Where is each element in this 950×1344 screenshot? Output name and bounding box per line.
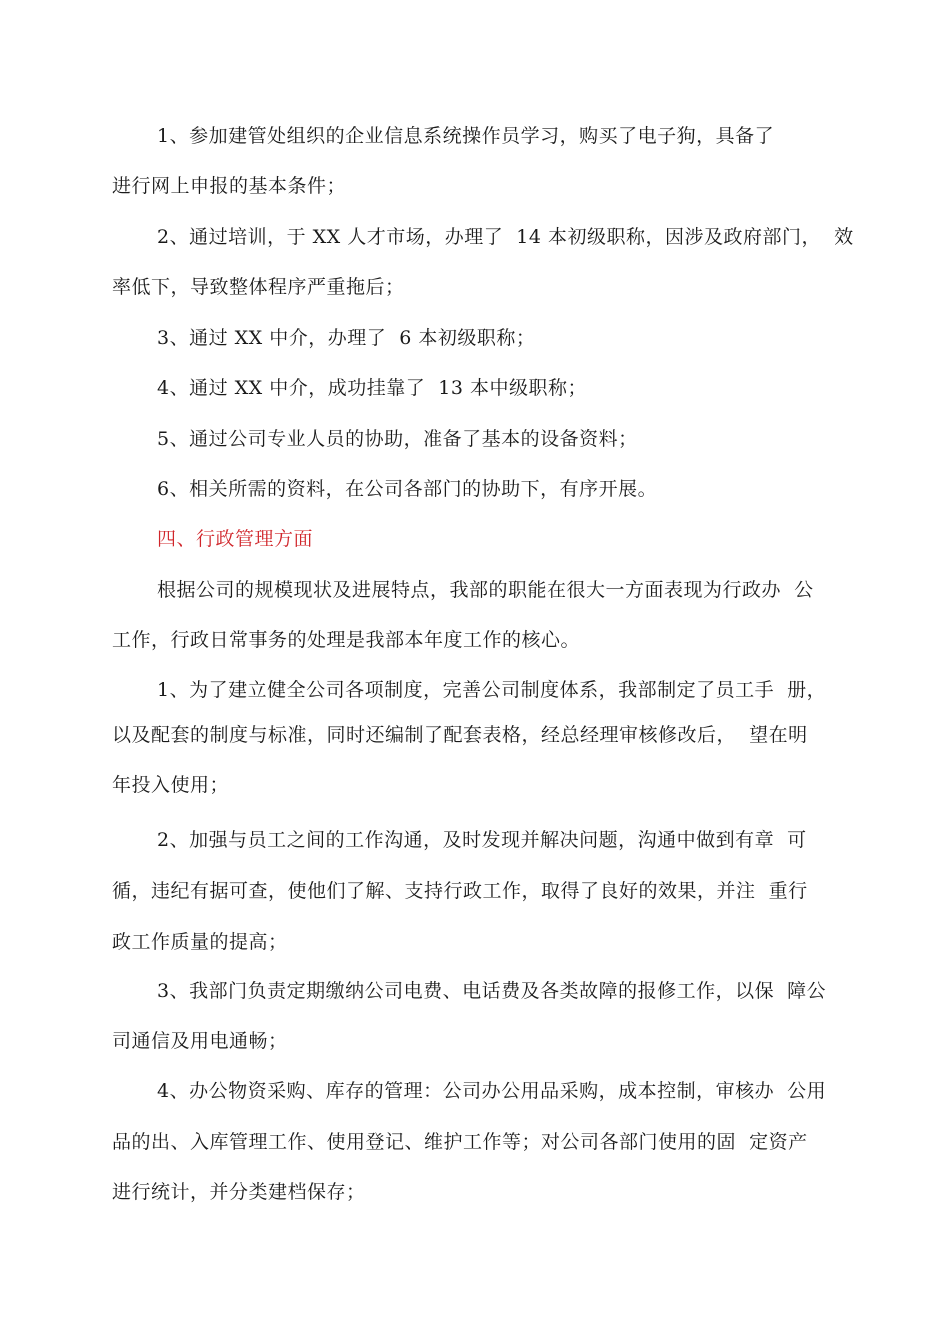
paragraph-line: 进行统计，并分类建档保存；: [112, 1181, 366, 1203]
paragraph-line: 1、参加建管处组织的企业信息系统操作员学习，购买了电子狗，具备了: [157, 125, 775, 147]
paragraph-line: 3、通过 XX 中介，办理了 6 本初级职称；: [157, 327, 536, 349]
paragraph-line: 品的出、入库管理工作、使用登记、维护工作等；对公司各部门使用的固 定资产: [112, 1131, 808, 1153]
paragraph-line: 4、办公物资采购、库存的管理：公司办公用品采购，成本控制，审核办 公用: [157, 1080, 827, 1102]
paragraph-line: 年投入使用；: [112, 774, 230, 796]
paragraph-line: 循，违纪有据可查，使他们了解、支持行政工作，取得了良好的效果，并注 重行: [112, 880, 808, 902]
paragraph-line: 工作，行政日常事务的处理是我部本年度工作的核心。: [112, 629, 581, 651]
paragraph-line: 1、为了建立健全公司各项制度，完善公司制度体系，我部制定了员工手 册，: [157, 679, 827, 701]
paragraph-line: 4、通过 XX 中介，成功挂靠了 13 本中级职称；: [157, 377, 588, 399]
paragraph-line: 2、加强与员工之间的工作沟通，及时发现并解决问题，沟通中做到有章 可: [157, 829, 807, 851]
paragraph-line: 根据公司的规模现状及进展特点，我部的职能在很大一方面表现为行政办 公: [157, 579, 814, 601]
paragraph-line: 率低下，导致整体程序严重拖后；: [112, 276, 405, 298]
paragraph-line: 司通信及用电通畅；: [112, 1030, 288, 1052]
paragraph-line: 以及配套的制度与标准，同时还编制了配套表格，经总经理审核修改后， 望在明: [112, 724, 808, 746]
paragraph-line: 6、相关所需的资料，在公司各部门的协助下，有序开展。: [157, 478, 658, 500]
section-heading: 四、行政管理方面: [157, 528, 314, 550]
paragraph-line: 进行网上申报的基本条件；: [112, 175, 347, 197]
paragraph-line: 2、通过培训，于 XX 人才市场，办理了 14 本初级职称，因涉及政府部门， 效: [157, 226, 854, 248]
paragraph-line: 政工作质量的提高；: [112, 931, 288, 953]
paragraph-line: 5、通过公司专业人员的协助，准备了基本的设备资料；: [157, 428, 638, 450]
paragraph-line: 3、我部门负责定期缴纳公司电费、电话费及各类故障的报修工作，以保 障公: [157, 980, 827, 1002]
